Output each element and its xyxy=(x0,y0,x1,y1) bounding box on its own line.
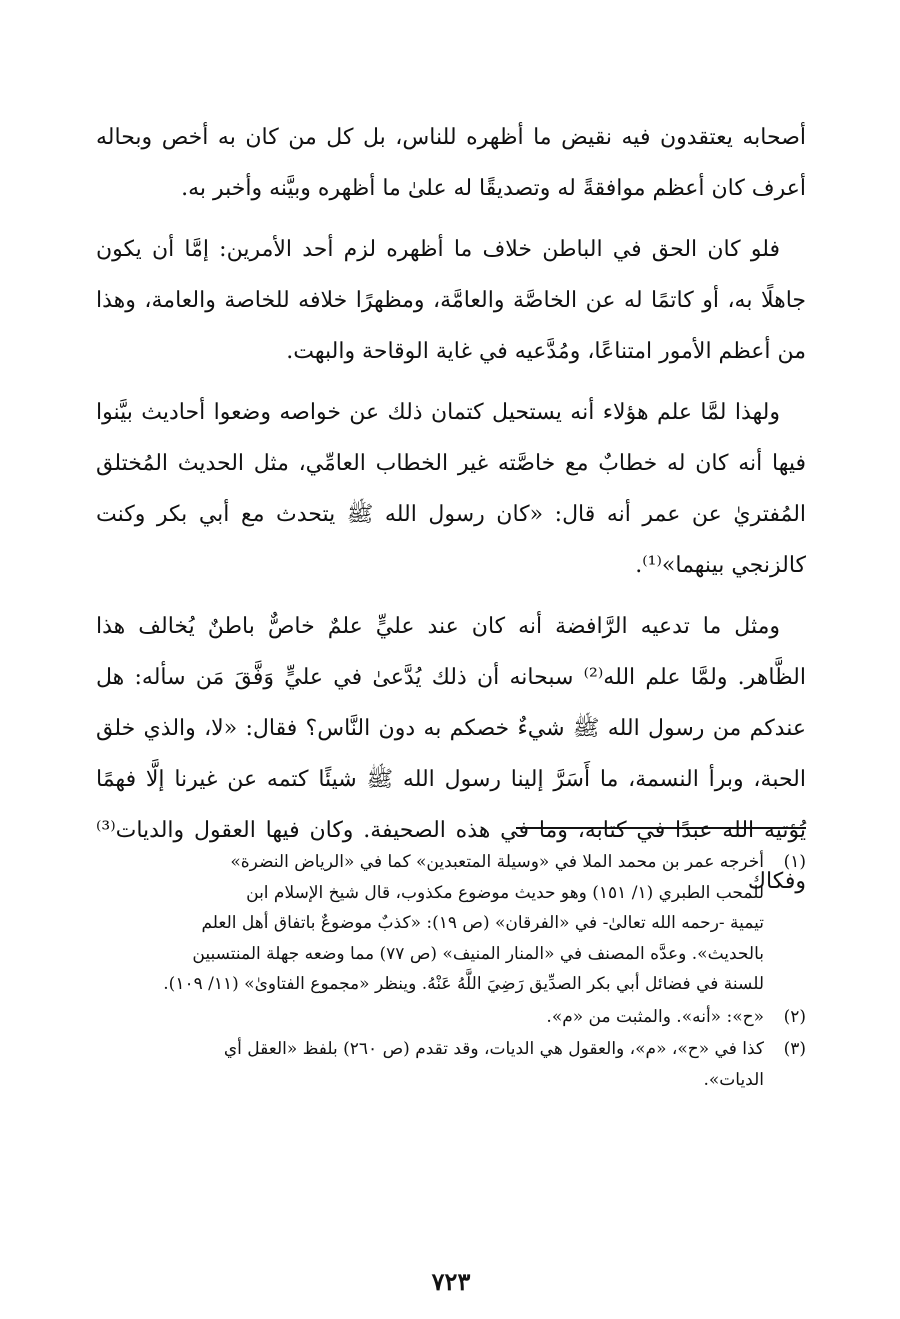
footnote-line: كذا في «ح»، «م»، والعقول هي الديات، وقد تقدم (ص ٢٦٠) بلفظ «العقل أي xyxy=(223,1039,764,1059)
footnotes xyxy=(96,847,806,1097)
footnote-text xyxy=(96,847,764,1000)
footnote-text xyxy=(96,1034,764,1095)
text-line: الله عبدًا في كتابه، وما في هذه الصحيفة. وكان فيها العقول والديات⁽³⁾ وفكاك xyxy=(96,818,806,894)
text-line: الحديث المُختلق المُفتريٰ عن عمر أنه قال: «كان رسول الله ﷺ يتحدث مع xyxy=(96,451,807,527)
text-line: أصحابه يعتقدون فيه نقيض ما أظهره للناس، بل كل من كان به أخص xyxy=(161,125,806,150)
text-line: وبحاله أعرف كان أعظم موافقةً له وتصديقًا له علىٰ ما أظهره وبيَّنه وأخبر به. xyxy=(96,125,806,201)
footnote-1 xyxy=(96,847,806,1000)
footnote-line: بالحديث». وعدَّه المصنف في «المنار المنيف» (ص ٧٧) مما وضعه جهلة المنتسبين xyxy=(192,943,764,964)
main-text xyxy=(96,112,806,907)
footnote-number: (١) xyxy=(783,852,806,872)
footnote-line: «ح»: «أنه». والمثبت من «م». xyxy=(546,1006,764,1027)
footnote-line: أخرجه عمر بن محمد الملا في «وسيلة المتعبدين» كما في «الرياض النضرة» xyxy=(230,852,764,872)
text-line: ولهذا لمَّا علم هؤلاء أنه يستحيل كتمان ذلك عن خواصه وضعوا xyxy=(213,400,781,425)
page-number: ٧٢٣ xyxy=(431,1267,471,1296)
footnote-line: للمحب الطبري (١/ ١٥١) وهو حديث موضوع مكذوب، قال شيخ الإسلام ابن xyxy=(246,882,764,903)
footnote-text xyxy=(96,1002,764,1033)
footnote-separator xyxy=(516,827,806,829)
footnote-3 xyxy=(96,1034,806,1095)
paragraph-2 xyxy=(96,224,806,377)
footnote-number: (٣) xyxy=(783,1039,806,1059)
text-line: فلو كان الحق في الباطن خلاف ما أظهره لزم أحد الأمرين: إمَّا أن يكون xyxy=(96,237,780,262)
footnote-2 xyxy=(96,1002,806,1033)
text-line: ومثل ما تدعيه الرَّافضة أنه كان عند عليٍّ علمٌ خاصٌّ باطنٌ يُخالف هذا xyxy=(96,614,780,639)
footnote-number: (٢) xyxy=(783,1006,806,1027)
footnote-line: الديات». xyxy=(703,1069,764,1090)
paragraph-1 xyxy=(96,112,806,214)
book-page xyxy=(96,112,806,1302)
text-line: أبي بكر وكنت كالزنجي بينهما»⁽¹⁾. xyxy=(96,502,806,578)
text-line: جاهلًا به، أو كاتمًا له عن الخاصَّة والعامَّة، ومظهرًا خلافه للخاصة والعامة، xyxy=(144,288,806,313)
text-line: وهذا من أعظم الأمور امتناعًا، ومُدَّعيه في غاية الوقاحة والبهت. xyxy=(96,288,806,364)
footnote-line: للسنة في فضائل أبي بكر الصدِّيق رَضِيَ اللَّهُ عَنْهُ. وينظر «مجموع الفتاوىٰ» (١١/ ١٠٩). xyxy=(163,974,764,994)
text-line: الظَّاهر. ولمَّا علم الله⁽²⁾ سبحانه أن ذلك يُدَّعىٰ في عليٍّ وَفَّقَ مَن سأله: هل xyxy=(96,665,806,690)
paragraph-3 xyxy=(96,387,806,591)
text-line: عندكم من رسول الله ﷺ شيءٌ خصكم به دون النَّاس؟ فقال: «لا، والذي خلق xyxy=(96,716,806,741)
footnote-line: تيمية -رحمه الله تعالىٰ- في «الفرقان» (ص ١٩): «كذبٌ موضوعٌ باتفاق أهل العلم xyxy=(201,913,764,933)
text-line: أحاديث بيَّنوا فيها أنه كان له خطابٌ مع خاصَّته غير الخطاب العامِّي، مثل xyxy=(96,400,807,476)
text-line: الحبة، وبرأ النسمة، ما أَسَرَّ إلينا رسول الله ﷺ شيئًا كتمه عن غيرنا إلَّا فهمًا يُؤتيه xyxy=(96,767,807,843)
